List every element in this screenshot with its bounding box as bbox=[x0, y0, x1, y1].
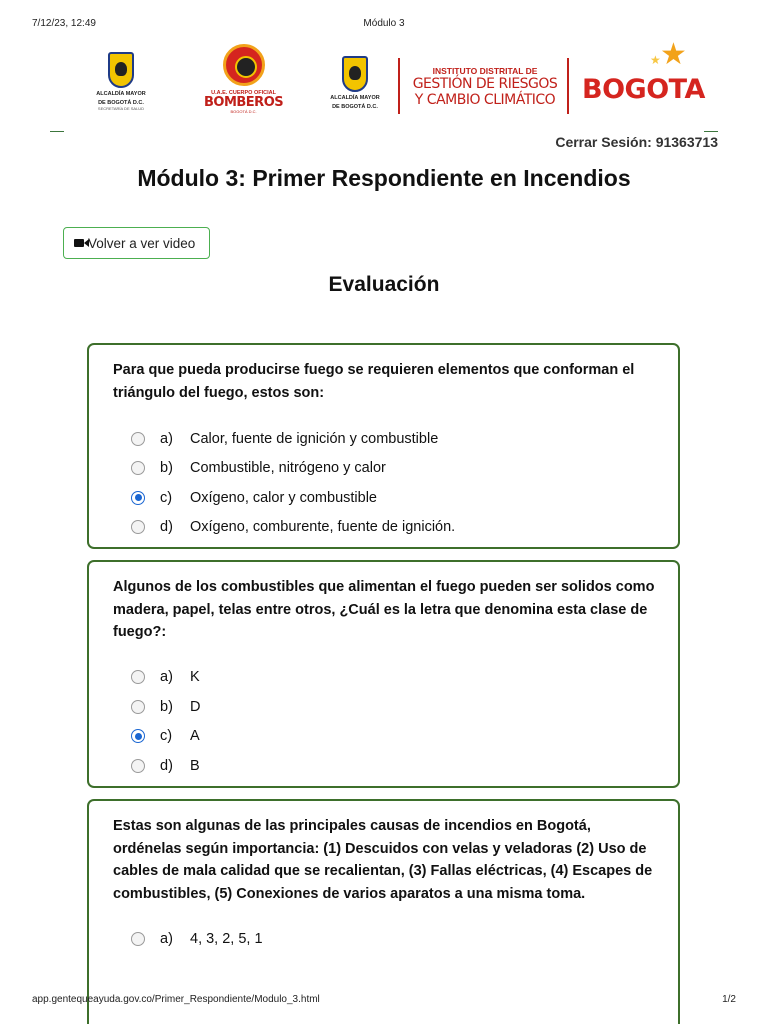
option-letter: b) bbox=[160, 460, 173, 477]
question-card bbox=[87, 560, 680, 788]
logo-divider bbox=[567, 58, 569, 114]
radio-button[interactable] bbox=[131, 700, 145, 714]
page-title: Módulo 3: Primer Respondiente en Incendios bbox=[137, 165, 631, 191]
question-card bbox=[87, 343, 680, 549]
answer-options bbox=[113, 924, 656, 954]
bomberos-tiny: BOGOTÁ D.C. bbox=[230, 109, 257, 114]
logout-link[interactable]: Cerrar Sesión: 91363713 bbox=[555, 134, 718, 150]
answer-option[interactable] bbox=[113, 722, 656, 752]
rewatch-video-label: Volver a ver video bbox=[88, 235, 196, 251]
logo-bar bbox=[64, 40, 704, 130]
idiger-line3: Y CAMBIO CLIMÁTICO bbox=[414, 92, 556, 108]
logo-divider bbox=[398, 58, 400, 114]
question-text: Para que pueda producirse fuego se requieren elementos que conforman el triángulo del fuego, estos son: bbox=[113, 362, 635, 401]
print-date: 7/12/23, 12:49 bbox=[32, 18, 96, 29]
print-url: app.gentequeayuda.gov.co/Primer_Respondiente/Modulo_3.html bbox=[32, 994, 320, 1005]
option-text: D bbox=[190, 698, 201, 715]
option-text: Combustible, nitrógeno y calor bbox=[190, 460, 386, 477]
alcaldia-salud-logo bbox=[86, 52, 156, 111]
idiger-line1: INSTITUTO DISTRITAL DE bbox=[432, 66, 538, 76]
option-letter: a) bbox=[160, 430, 173, 447]
question-text: Algunos de los combustibles que alimentan el fuego pueden ser solidos como madera, papel, telas entre otros, ¿Cuál es la letra que denomina esta clase de fuego?: bbox=[113, 579, 655, 640]
option-text: 4, 3, 2, 5, 1 bbox=[190, 930, 263, 947]
alcaldia-1-line3: SECRETARÍA DE SALUD bbox=[97, 106, 145, 111]
option-letter: d) bbox=[160, 757, 173, 774]
answer-option[interactable] bbox=[113, 483, 656, 513]
option-text: K bbox=[190, 669, 200, 686]
answer-option[interactable] bbox=[113, 513, 656, 543]
option-letter: d) bbox=[160, 519, 173, 536]
bomberos-logo bbox=[204, 44, 283, 114]
divider-tick bbox=[704, 131, 718, 132]
print-page-number: 1/2 bbox=[722, 994, 736, 1005]
radio-button[interactable] bbox=[131, 461, 145, 475]
alcaldia-1-line2: DE BOGOTÁ D.C. bbox=[98, 100, 144, 106]
radio-button[interactable] bbox=[131, 932, 145, 946]
radio-button[interactable] bbox=[131, 670, 145, 684]
radio-button-selected[interactable] bbox=[131, 491, 145, 505]
option-text: Calor, fuente de ignición y combustible bbox=[190, 430, 439, 447]
print-header bbox=[32, 18, 736, 32]
radio-button[interactable] bbox=[131, 432, 145, 446]
video-camera-icon bbox=[74, 239, 84, 247]
option-letter: a) bbox=[160, 669, 173, 686]
bogota-logo: BOGOTA bbox=[582, 74, 705, 105]
divider-tick bbox=[50, 131, 64, 132]
idiger-line2: GESTIÓN DE RIESGOS bbox=[412, 76, 558, 92]
option-text: Oxígeno, comburente, fuente de ignición. bbox=[190, 519, 456, 536]
answer-option[interactable] bbox=[113, 692, 656, 722]
star-icon: ★ bbox=[650, 53, 661, 67]
coat-of-arms-icon bbox=[342, 56, 368, 92]
option-letter: c) bbox=[160, 489, 173, 506]
alcaldia-1-line1: ALCALDÍA MAYOR bbox=[96, 91, 146, 97]
answer-option[interactable] bbox=[113, 751, 656, 781]
option-letter: a) bbox=[160, 930, 173, 947]
answer-option[interactable] bbox=[113, 454, 656, 484]
bomberos-big: BOMBEROS bbox=[204, 95, 284, 110]
answer-options bbox=[113, 663, 656, 781]
star-icon: ★ bbox=[660, 38, 687, 71]
alcaldia-2-line1: ALCALDÍA MAYOR bbox=[330, 95, 380, 101]
print-footer bbox=[32, 994, 736, 1008]
bomberos-small: U.A.E. CUERPO OFICIAL bbox=[211, 90, 276, 96]
question-card bbox=[87, 799, 680, 1024]
alcaldia-2-line2: DE BOGOTÁ D.C. bbox=[332, 104, 378, 110]
option-text: A bbox=[190, 728, 200, 745]
option-letter: c) bbox=[160, 728, 173, 745]
print-doc-title: Módulo 3 bbox=[363, 18, 405, 29]
answer-option[interactable] bbox=[113, 663, 656, 693]
answer-option[interactable] bbox=[113, 424, 656, 454]
option-text: B bbox=[190, 757, 200, 774]
radio-button[interactable] bbox=[131, 520, 145, 534]
evaluation-title: Evaluación bbox=[328, 273, 440, 296]
idiger-logo bbox=[410, 66, 560, 108]
option-letter: b) bbox=[160, 698, 173, 715]
radio-button-selected[interactable] bbox=[131, 729, 145, 743]
answer-option[interactable] bbox=[113, 924, 656, 954]
question-text: Estas son algunas de las principales causas de incendios en Bogotá, ordénelas según importancia: (1) Descuidos con velas y veladoras (2) Uso de cables de mala calidad que se recalientan, (3) Fallas eléctricas, (4) Escapes de combustibles, (5) Conexiones de varios aparatos a una misma toma. bbox=[113, 818, 653, 902]
firefighter-badge-icon bbox=[223, 44, 265, 86]
rewatch-video-button[interactable] bbox=[63, 227, 210, 259]
alcaldia-logo bbox=[320, 56, 390, 110]
coat-of-arms-icon bbox=[108, 52, 134, 88]
radio-button[interactable] bbox=[131, 759, 145, 773]
option-text: Oxígeno, calor y combustible bbox=[190, 489, 377, 506]
answer-options bbox=[113, 424, 656, 542]
